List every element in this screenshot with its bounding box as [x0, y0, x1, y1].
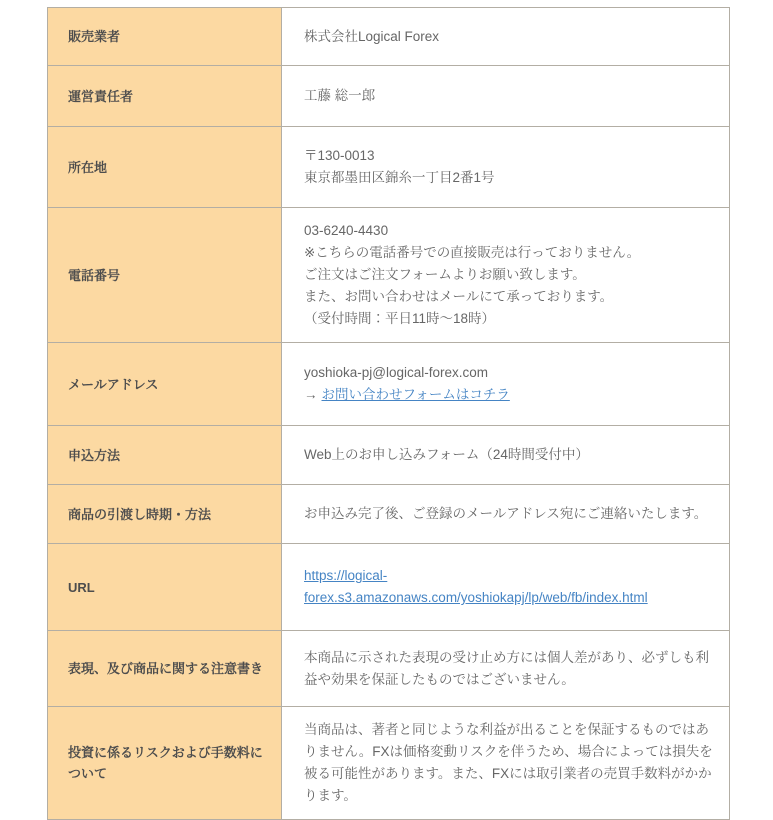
row-label-delivery	[48, 485, 282, 544]
row-label-risk	[48, 707, 282, 820]
row-label-application	[48, 426, 282, 485]
table-row	[48, 127, 730, 208]
row-value-expression-notice	[282, 631, 730, 707]
row-label-email	[48, 343, 282, 426]
table-row	[48, 343, 730, 426]
table-row	[48, 631, 730, 707]
row-value-url	[282, 544, 730, 631]
row-value-email	[282, 343, 730, 426]
table-row	[48, 66, 730, 127]
row-label-text: 電話番号	[68, 267, 121, 283]
postal-code: 〒130-0013	[304, 148, 375, 163]
row-value-seller	[282, 8, 730, 66]
row-label-text: 投資に係るリスクおよび手数料について	[68, 745, 263, 781]
row-label-text: メールアドレス	[68, 376, 159, 392]
phone-number: 03-6240-4430	[304, 223, 389, 238]
product-url-line-2: forex.s3.amazonaws.com/yoshiokapj/lp/web/fb/index.html	[304, 590, 648, 605]
disclosure-table	[47, 7, 730, 820]
row-value-address	[282, 127, 730, 208]
phone-note-2: ご注文はご注文フォームよりお願い致します。	[304, 267, 586, 282]
application-method: Web上のお申し込みフォーム（24時間受付中）	[304, 447, 589, 462]
table-row	[48, 208, 730, 343]
delivery-method: お申込み完了後、ご登録のメールアドレス宛にご連絡いたします。	[304, 506, 708, 521]
row-label-text: 表現、及び商品に関する注意書き	[68, 661, 264, 676]
row-value-phone	[282, 208, 730, 343]
row-label-address	[48, 127, 282, 208]
phone-hours: （受付時間：平日11時～18時）	[304, 311, 496, 326]
product-url-link[interactable]	[304, 565, 713, 609]
row-value-risk	[282, 707, 730, 820]
phone-note-1: ※こちらの電話番号での直接販売は行っておりません。	[304, 245, 641, 260]
row-label-text: 所在地	[68, 159, 108, 175]
row-label-phone	[48, 208, 282, 343]
manager-name: 工藤 総一郎	[304, 88, 376, 103]
table-row	[48, 426, 730, 485]
seller-name: 株式会社Logical Forex	[304, 28, 440, 44]
street-address: 東京都墨田区錦糸一丁目2番1号	[304, 170, 495, 185]
risk-disclaimer-text: 当商品は、著者と同じような利益が出ることを保証するものではありません。FXは価格変動リスクを伴うため、場合によっては損失を被る可能性があります。また、FXには取引業者の売買手数料がかかります。	[304, 722, 713, 803]
phone-note-3: また、お問い合わせはメールにて承っております。	[304, 289, 614, 304]
email-address: yoshioka-pj@logical-forex.com	[304, 365, 489, 380]
row-label-text: 販売業者	[68, 29, 121, 44]
row-label-expression-notice	[48, 631, 282, 707]
product-url-line-1: https://logical-	[304, 568, 388, 583]
row-label-text: URL	[68, 579, 95, 595]
table-row	[48, 485, 730, 544]
expression-notice-text: 本商品に示された表現の受け止め方には個人差があり、必ずしも利益や効果を保証したものではございません。	[304, 649, 709, 687]
row-value-delivery	[282, 485, 730, 544]
row-label-text: 運営責任者	[68, 88, 134, 104]
table-row	[48, 707, 730, 820]
arrow-right-icon: →	[304, 387, 318, 402]
contact-form-link[interactable]: お問い合わせフォームはコチラ	[321, 387, 510, 402]
table-row	[48, 8, 730, 66]
row-label-manager	[48, 66, 282, 127]
row-label-text: 申込方法	[68, 447, 121, 463]
row-value-manager	[282, 66, 730, 127]
table-row	[48, 544, 730, 631]
row-label-url	[48, 544, 282, 631]
row-label-seller	[48, 8, 282, 66]
row-value-application	[282, 426, 730, 485]
row-label-text: 商品の引渡し時期・方法	[68, 506, 212, 522]
